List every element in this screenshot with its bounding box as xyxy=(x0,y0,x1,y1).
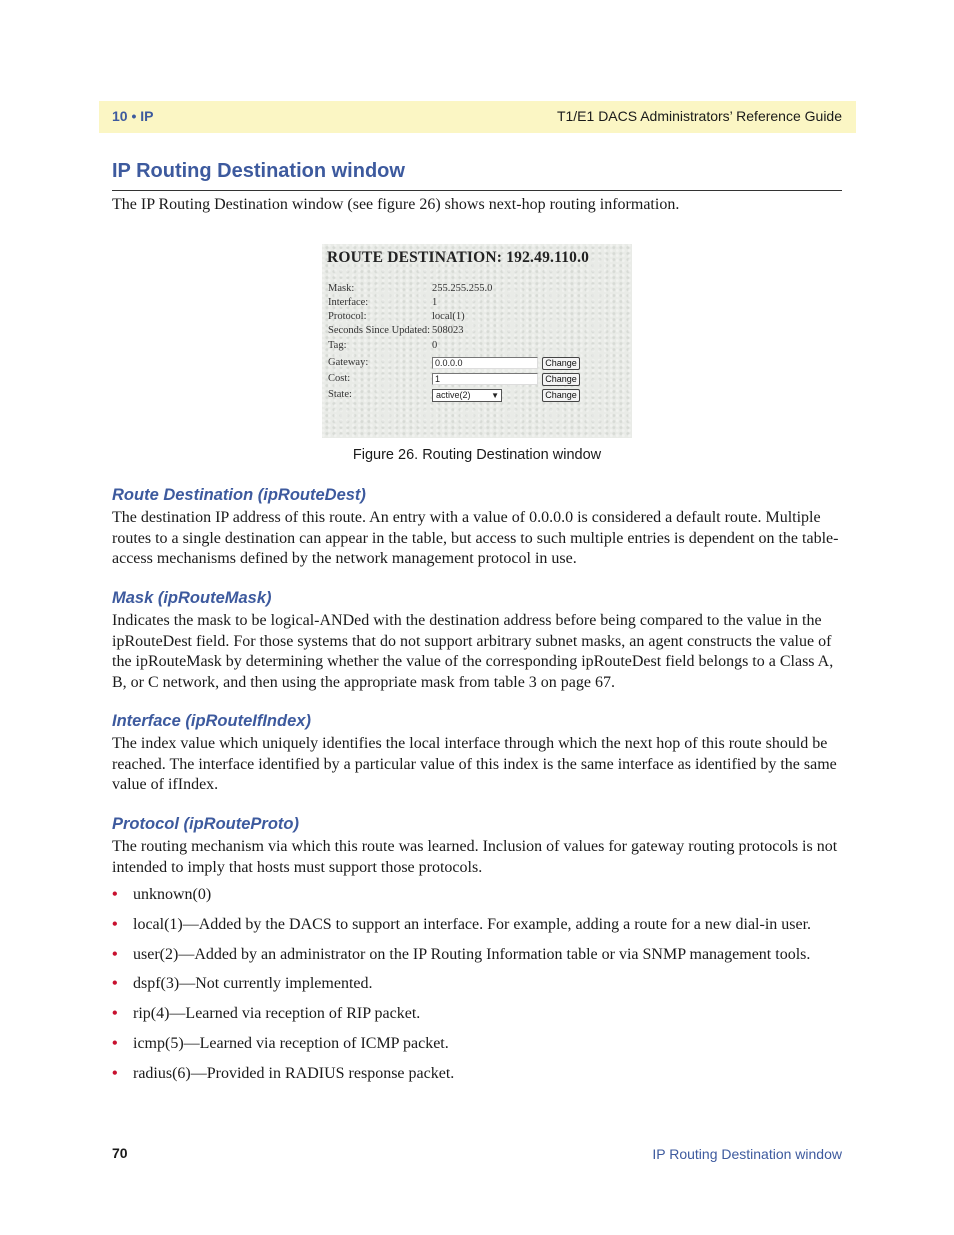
mask-heading: Mask (ipRouteMask) xyxy=(112,589,272,607)
mask-text: Indicates the mask to be logical-ANDed with the destination address before being compared to the value in the ipRouteDest field. For those systems that do not support arbitrary subnet masks, an agent constructs the value of the ipRouteMask by determining whether the value of the corresponding ipRouteDest field belongs to a Class A, B, or C network, and then using the appropriate mask from table 3 on page 67. xyxy=(112,612,834,691)
gateway-input[interactable]: 0.0.0.0 xyxy=(432,357,538,369)
list-item: • dspf(3)—Not currently implemented. xyxy=(112,975,373,993)
footer-section-name: IP Routing Destination window xyxy=(652,1146,842,1162)
mask-value: 255.255.255.0 xyxy=(432,283,493,294)
figure-title: ROUTE DESTINATION: 192.49.110.0 xyxy=(327,249,590,266)
section-title: IP Routing Destination window xyxy=(112,160,405,182)
list-item: • icmp(5)—Learned via reception of ICMP packet. xyxy=(112,1034,449,1052)
bullet-icon: • xyxy=(112,1064,118,1082)
cost-input[interactable]: 1 xyxy=(432,373,538,385)
list-item: • rip(4)—Learned via reception of RIP packet. xyxy=(112,1005,421,1023)
figure-caption: Figure 26. Routing Destination window xyxy=(352,447,602,463)
mask-label: Mask: xyxy=(328,283,355,294)
list-item: • local(1)—Added by the DACS to support an interface. For example, adding a route for a new dial-in user. xyxy=(112,915,812,933)
chapter-label: 10 • IP xyxy=(112,108,154,124)
guide-title: T1/E1 DACS Administrators’ Reference Guide xyxy=(556,108,842,124)
protocol-text: The routing mechanism via which this route was learned. Inclusion of values for gateway routing protocols is not intended to imply that hosts must support those protocols. xyxy=(112,838,838,876)
protocol-heading: Protocol (ipRouteProto) xyxy=(112,815,299,833)
cost-label: Cost: xyxy=(328,373,351,384)
bullet-icon: • xyxy=(112,886,118,903)
state-select[interactable] xyxy=(432,389,502,402)
bullet-icon: • xyxy=(112,1034,118,1052)
seconds-since-updated-value: 508023 xyxy=(432,325,464,336)
route-destination-heading: Route Destination (ipRouteDest) xyxy=(112,486,366,504)
route-destination-figure xyxy=(322,244,632,438)
title-divider xyxy=(112,190,842,191)
list-item: • user(2)—Added by an administrator on the IP Routing Information table or via SNMP management tools. xyxy=(112,945,811,963)
bullet-icon: • xyxy=(112,945,118,963)
running-header xyxy=(99,101,856,133)
bullet-icon: • xyxy=(112,975,118,993)
gateway-label: Gateway: xyxy=(328,357,369,368)
interface-text: The index value which uniquely identifies the local interface through which the next hop of this route should be reached. The interface identified by a particular value of this index is the same interface as identified by the same value of ifIndex. xyxy=(112,735,837,793)
interface-label: Interface: xyxy=(328,297,369,308)
cost-change-button[interactable]: Change xyxy=(542,373,580,386)
state-select-value: active(2) xyxy=(436,390,471,400)
tag-value: 0 xyxy=(432,340,438,351)
protocol-values-list xyxy=(112,885,811,1094)
gateway-change-button[interactable]: Change xyxy=(542,357,580,370)
state-change-button[interactable]: Change xyxy=(542,389,580,402)
list-item: • unknown(0) xyxy=(112,886,212,903)
list-item: • radius(6)—Provided in RADIUS response packet. xyxy=(112,1064,455,1082)
protocol-value: local(1) xyxy=(432,311,465,322)
chevron-down-icon: ▼ xyxy=(491,391,499,400)
intro-paragraph: The IP Routing Destination window (see figure 26) shows next-hop routing information. xyxy=(112,196,680,213)
interface-value: 1 xyxy=(432,297,438,308)
protocol-label: Protocol: xyxy=(328,311,367,322)
page-number: 70 xyxy=(112,1145,128,1161)
tag-label: Tag: xyxy=(328,340,347,351)
bullet-icon: • xyxy=(112,1005,118,1023)
route-destination-text: The destination IP address of this route. An entry with a value of 0.0.0.0 is considered a default route. Multiple routes to a single destination can appear in the table, but access to such multiple entries is dependent on the table-access mechanisms defined by the network management protocol in use. xyxy=(112,509,839,567)
state-label: State: xyxy=(328,389,352,400)
bullet-icon: • xyxy=(112,915,118,933)
interface-heading: Interface (ipRouteIfIndex) xyxy=(112,712,311,730)
seconds-since-updated-label: Seconds Since Updated: xyxy=(328,325,431,336)
